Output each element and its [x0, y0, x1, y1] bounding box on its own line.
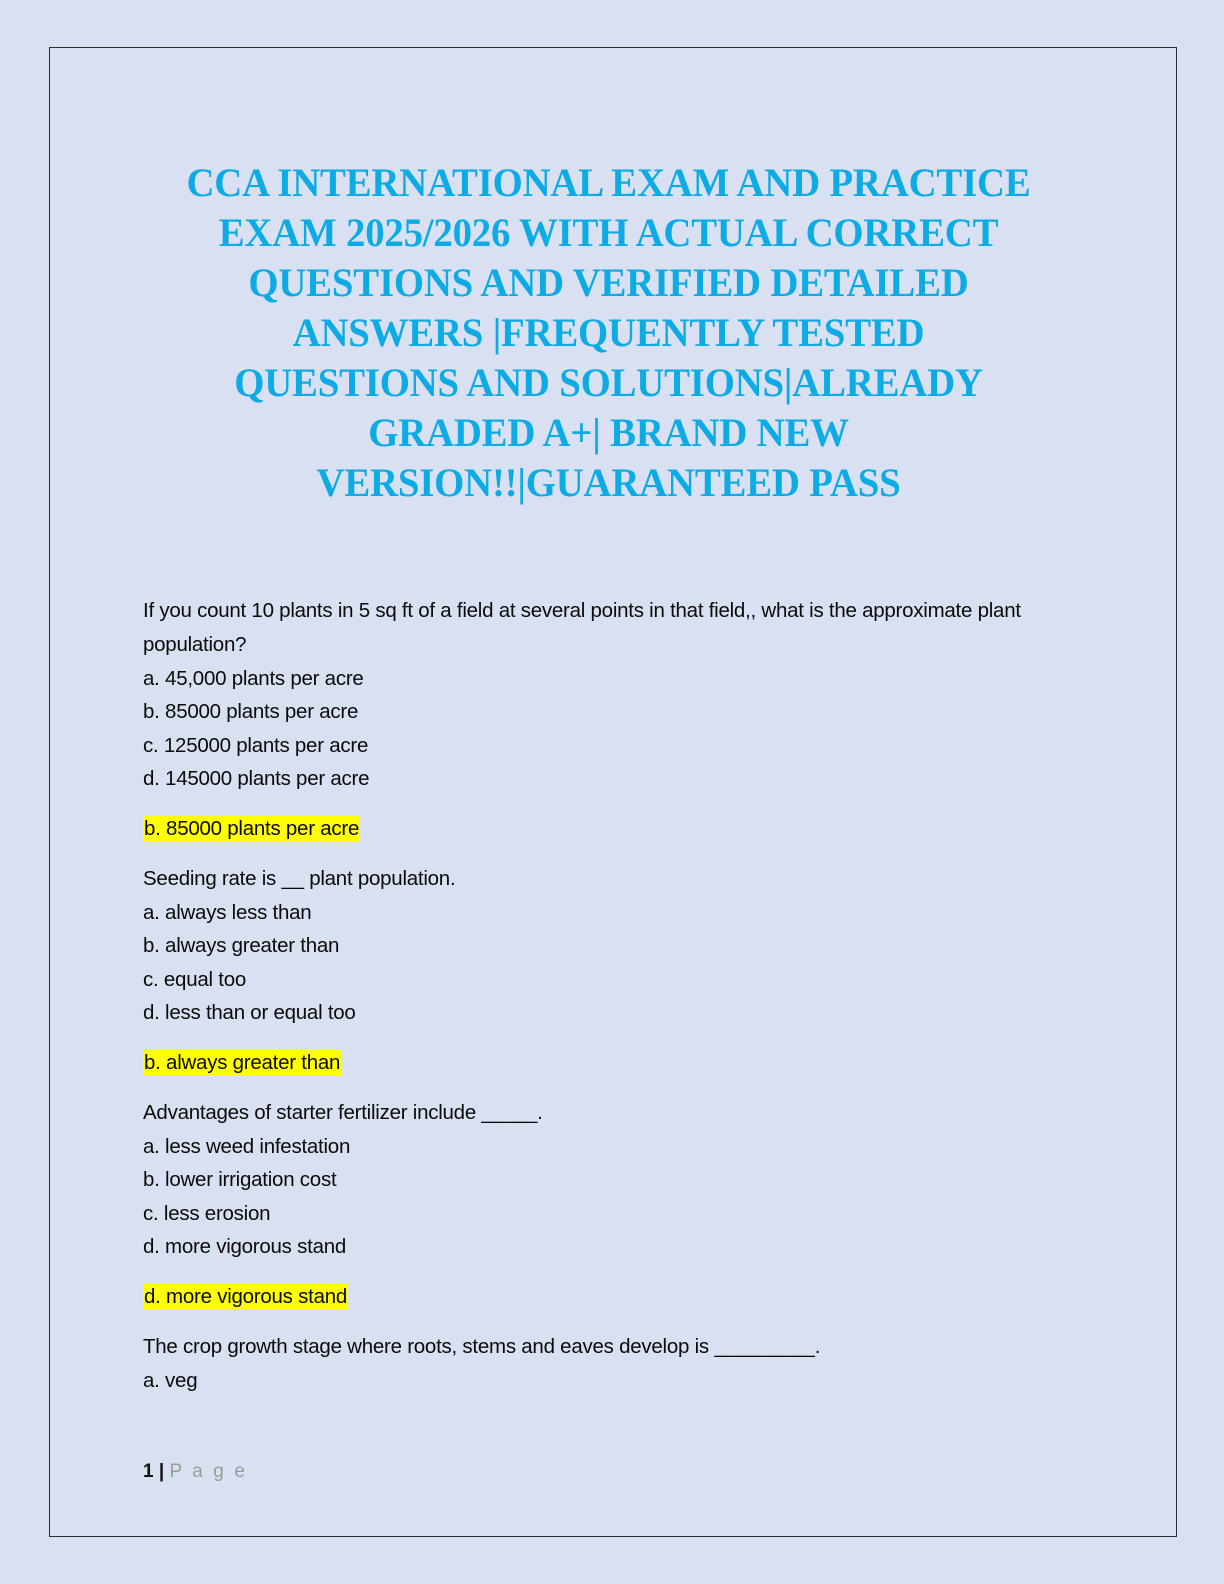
title-line: VERSION!!|GUARANTEED PASS: [316, 460, 901, 505]
question-option: c. 125000 plants per acre: [143, 733, 369, 757]
title-line: CCA INTERNATIONAL EXAM AND PRACTICE: [186, 160, 1031, 205]
question-stem: The crop growth stage where roots, stems and eaves develop is _________.: [143, 1335, 821, 1359]
question-option: a. 45,000 plants per acre: [143, 667, 364, 690]
answer-highlight: d. more vigorous stand: [144, 1284, 348, 1308]
footer-divider: [143, 1444, 1076, 1445]
title-line: GRADED A+| BRAND NEW: [368, 410, 849, 455]
answer-row: [143, 812, 1076, 845]
question-block: [143, 1096, 1076, 1313]
answer-row: [143, 1046, 1076, 1079]
page-sheet: [49, 47, 1177, 1537]
footer-separator: |: [153, 1461, 170, 1482]
question-option: d. 145000 plants per acre: [143, 767, 370, 791]
document-title: [156, 158, 1061, 508]
question-option: a. less weed infestation: [143, 1135, 351, 1159]
footer-page-indicator: [143, 1461, 1076, 1483]
title-line: QUESTIONS AND VERIFIED DETAILED: [248, 260, 969, 305]
question-option: c. equal too: [143, 967, 246, 991]
footer-page-label: P a g e: [169, 1461, 248, 1482]
question-option: a. veg: [143, 1369, 198, 1393]
question-option: d. less than or equal too: [143, 1001, 356, 1025]
answer-row: [143, 1280, 1076, 1313]
answer-highlight: b. 85000 plants per acre: [144, 816, 360, 840]
question-option: b. always greater than: [143, 934, 340, 958]
question-block: [143, 862, 1076, 1079]
question-option: b. lower irrigation cost: [143, 1168, 337, 1192]
page-footer: [143, 1444, 1076, 1483]
title-line: ANSWERS |FREQUENTLY TESTED: [292, 310, 925, 355]
question-option: b. 85000 plants per acre: [143, 700, 359, 724]
footer-page-number: 1: [143, 1461, 154, 1482]
question-option: a. always less than: [143, 901, 312, 925]
answer-highlight: b. always greater than: [144, 1050, 341, 1074]
page-content-area: [143, 48, 1076, 1536]
title-line: EXAM 2025/2026 WITH ACTUAL CORRECT: [218, 210, 999, 255]
question-block: [143, 594, 1076, 845]
question-stem: If you count 10 plants in 5 sq ft of a field at several points in that field,, what is the approximate plant population?: [143, 599, 1021, 656]
document-body: [143, 594, 1076, 1398]
question-block: [143, 1330, 1076, 1397]
question-option: d. more vigorous stand: [143, 1235, 347, 1259]
title-line: QUESTIONS AND SOLUTIONS|ALREADY: [234, 360, 983, 405]
question-stem: Advantages of starter fertilizer include _____.: [143, 1101, 543, 1125]
question-option: c. less erosion: [143, 1201, 271, 1225]
question-stem: Seeding rate is __ plant population.: [143, 867, 456, 891]
